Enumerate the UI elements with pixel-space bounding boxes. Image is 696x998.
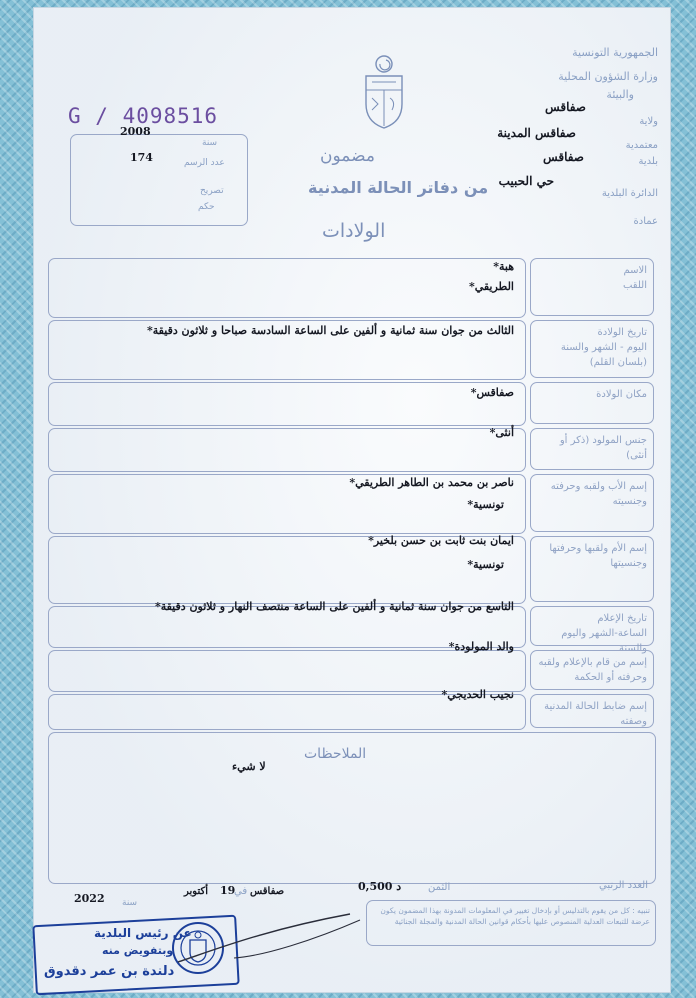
footer-year: 2022 <box>74 892 105 905</box>
field-value: ايمان بنت ثابت بن حسن بلخير* <box>368 534 514 547</box>
field-label: إسم الأب ولقبه وحرفته وجنسيته <box>530 474 654 532</box>
signature-icon <box>174 910 364 970</box>
notice-text: تنبيه : كل من يقوم بالتدليس أو بإدخال تغيير في المعلومات المدونة بهذا المضمون يكون عرضة للتبعات العدلية المنصوص عليها بأحكام قوانين الحالة المدنية والمجلة الجنائية <box>380 906 650 927</box>
ministry-name: وزارة الشؤون المحلية <box>558 70 658 83</box>
serial-number: G / 4098516 <box>68 104 219 128</box>
field-label: جنس المولود (ذكر أو أنثى) <box>530 428 654 470</box>
field-value: تونسية* <box>467 558 504 571</box>
field-value-box <box>48 650 526 692</box>
footer-place: صفاقس <box>250 886 285 897</box>
field-value: الثالث من جوان سنة ثمانية و ألفين على الساعة السادسة صباحا و ثلاثون دقيقة* <box>147 324 514 337</box>
field-label: إسم من قام بالإعلام ولقبه وحرفته أو الحكمة <box>530 650 654 690</box>
field-value: ناصر بن محمد بن الطاهر الطريقي* <box>349 476 514 489</box>
field-label: تاريخ الولادة اليوم - الشهر والسنة (بلسان القلم) <box>530 320 654 378</box>
serial-order-label: العدد الرتبي <box>598 880 648 891</box>
price-value: 0,500 د <box>358 880 402 893</box>
field-label: إسم الأم ولقبها وحرفتها وجنسيتها <box>530 536 654 602</box>
stamp-line-3: دلندة بن عمر دقدوق <box>44 964 175 979</box>
field-value: والد المولودة* <box>448 640 514 653</box>
baladia-label: بلدية <box>638 156 658 167</box>
ministry-name-2: والبيئة <box>606 88 634 101</box>
year-label: سنة <box>202 138 218 148</box>
republic-name: الجمهورية التونسية <box>572 46 658 59</box>
price-label: الثمن <box>428 882 451 893</box>
section-title: الولادات <box>322 220 386 242</box>
footer-day: 19 <box>220 884 236 897</box>
footer-year-label: سنة <box>122 898 138 908</box>
field-value: أنثى* <box>489 426 514 439</box>
title-line-1: مضمون <box>320 146 375 166</box>
moatamadia-label: معتمدية <box>625 140 658 151</box>
omada-label: عمادة <box>633 216 658 227</box>
act-value: 174 <box>130 151 153 164</box>
moatamadia-value: صفاقس المدينة <box>497 126 576 140</box>
act-number-box <box>70 134 248 226</box>
baladia-value: صفاقس <box>543 150 584 164</box>
field-value: الطريقي* <box>468 280 514 293</box>
field-value: تونسية* <box>467 498 504 511</box>
field-label: تاريخ الإعلام الساعة-الشهر واليوم والسنة <box>530 606 654 646</box>
year-value: 2008 <box>120 125 151 138</box>
footer-date-prefix: في <box>234 886 248 897</box>
declaration-label: تصريح <box>200 186 224 196</box>
stamp-line-2: وبتفويض منه <box>102 944 174 957</box>
judgment-label: حكم <box>198 202 215 212</box>
field-value: نجيب الحديجي* <box>441 688 514 701</box>
footer-month: أكتوبر <box>184 886 209 897</box>
district-label: الدائرة البلدية <box>601 188 658 199</box>
remarks-label: الملاحظات <box>304 746 367 762</box>
coat-of-arms-icon <box>362 52 406 130</box>
remarks-value: لا شيء <box>232 760 266 773</box>
wilaya-value: صفاقس <box>545 100 586 114</box>
certificate-page <box>34 8 670 992</box>
stamp-line-1: عن رئيس البلدية <box>94 926 192 940</box>
district-value: حي الحبيب <box>498 174 554 188</box>
field-label: مكان الولادة <box>530 382 654 424</box>
act-label: عدد الرسم <box>184 158 225 168</box>
field-label: الاسم اللقب <box>530 258 654 316</box>
field-value: هبة* <box>493 260 514 273</box>
field-value: التاسع من جوان سنة ثمانية و ألفين على الساعة منتصف النهار و ثلاثون دقيقة* <box>154 600 514 613</box>
title-line-2: من دفاتر الحالة المدنية <box>308 178 489 197</box>
field-value: صفاقس* <box>470 386 514 399</box>
field-label: إسم ضابط الحالة المدنية وصفته <box>530 694 654 728</box>
wilaya-label: ولاية <box>639 116 658 127</box>
